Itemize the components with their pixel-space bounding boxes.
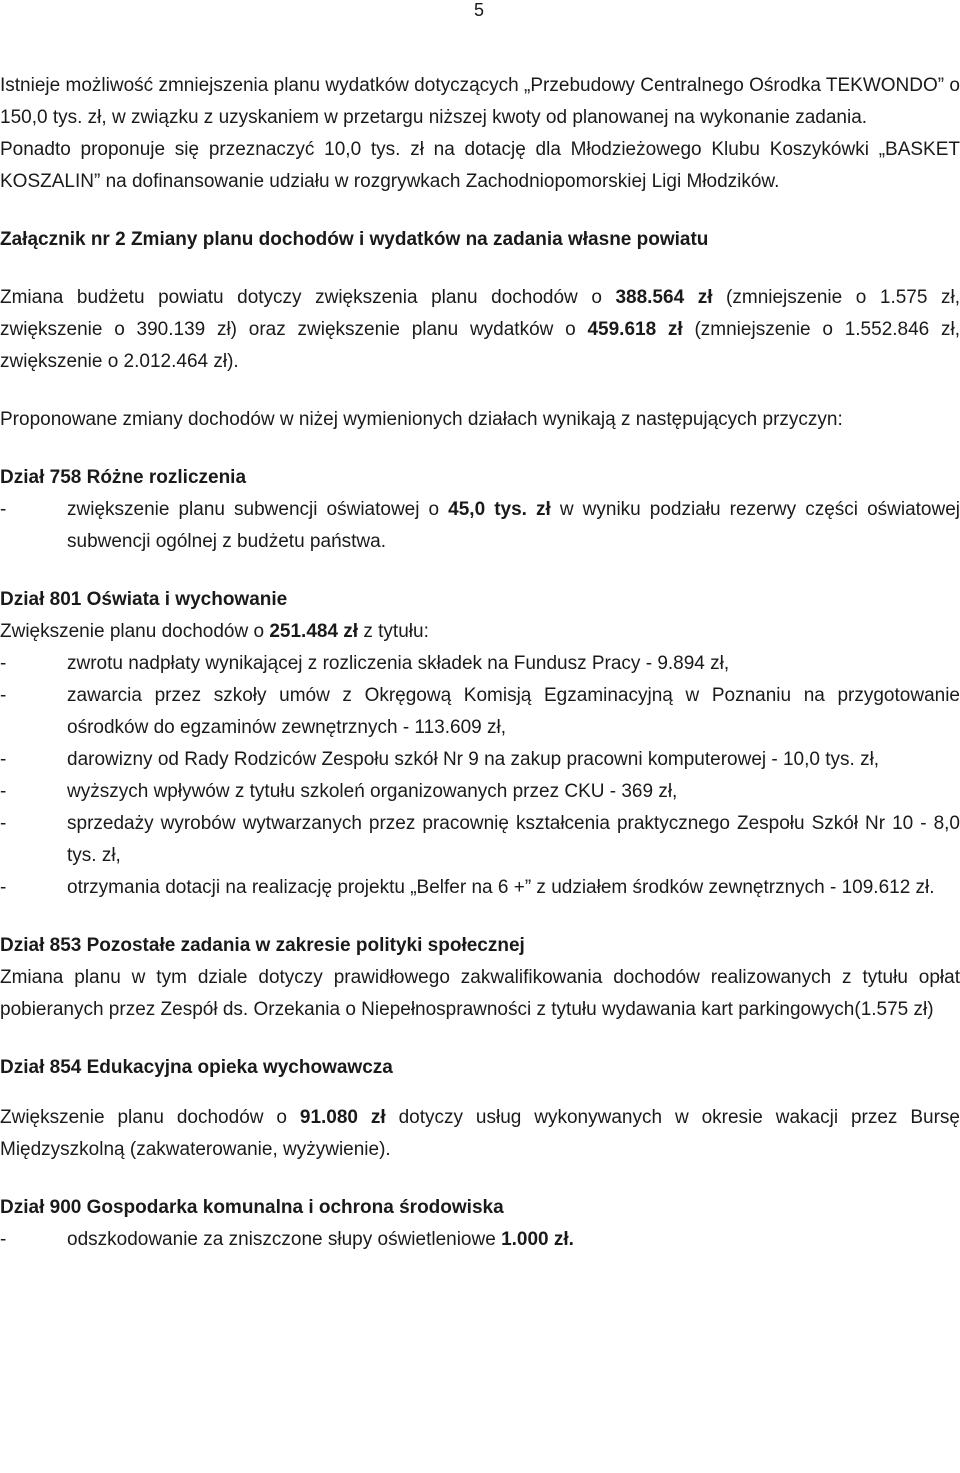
list-item: - zwiększenie planu subwencji oświatowej o 45,0 tys. zł w wyniku podziału rezerwy części oświatowej subwencji ogólnej z budżetu państwa. [0, 494, 960, 558]
budget-summary: Zmiana budżetu powiatu dotyczy zwiększenia planu dochodów o 388.564 zł (zmniejszenie o 1.575 zł, zwiększenie o 390.139 zł) oraz zwiększenie planu wydatków o 459.618 zł (zmniejszenie o 1.552.846 zł, zwiększenie o 2.012.464 zł). [0, 287, 960, 372]
intro-paragraph-1: Istnieje możliwość zmniejszenia planu wydatków dotyczących „Przebudowy Centralnego Ośrodka TEKWONDO” o 150,0 tys. zł, w związku z uzyskaniem w przetargu niższej kwoty od planowanej na wykonanie zadania. [0, 75, 960, 128]
section-854-heading: Dział 854 Edukacyjna opieka wychowawcza [0, 1057, 393, 1078]
list-item: - zawarcia przez szkoły umów z Okręgową Komisją Egzaminacyjną w Poznaniu na przygotowanie ośrodków do egzaminów zewnętrznych - 113.609 zł, [0, 680, 960, 744]
section-853-heading: Dział 853 Pozostałe zadania w zakresie polityki społecznej [0, 935, 525, 956]
section-853-body: Zmiana planu w tym dziale dotyczy prawidłowego zakwalifikowania dochodów realizowanych z tytułu opłat pobieranych przez Zespół ds. Orzekania o Niepełnosprawności z tytułu wydawania kart parkingowych(1.575 zł) [0, 967, 960, 1020]
list-item: - darowizny od Rady Rodziców Zespołu szkół Nr 9 na zakup pracowni komputerowej - 10,0 tys. zł, [0, 744, 960, 776]
intro-paragraph-2: Ponadto proponuje się przeznaczyć 10,0 tys. zł na dotację dla Młodzieżowego Klubu Koszykówki „BASKET KOSZALIN” na dofinansowanie udziału w rozgrywkach Zachodniopomorskiej Ligi Młodzików. [0, 139, 960, 192]
section-758-heading: Dział 758 Różne rozliczenia [0, 467, 247, 488]
list-item: - sprzedaży wyrobów wytwarzanych przez pracownię kształcenia praktycznego Zespołu Szkół Nr 10 - 8,0 tys. zł, [0, 808, 960, 872]
section-758-list [0, 494, 960, 558]
list-item: - zwrotu nadpłaty wynikającej z rozliczenia składek na Fundusz Pracy - 9.894 zł, [0, 648, 960, 680]
section-801-list [0, 648, 960, 904]
list-item: - odszkodowanie za zniszczone słupy oświetleniowe 1.000 zł. [0, 1224, 960, 1256]
reasons-intro: Proponowane zmiany dochodów w niżej wymienionych działach wynikają z następujących przyczyn: [0, 409, 843, 430]
list-item: - wyższych wpływów z tytułu szkoleń organizowanych przez CKU - 369 zł, [0, 776, 960, 808]
document-body [0, 70, 960, 1256]
list-item: - otrzymania dotacji na realizację projektu „Belfer na 6 +” z udziałem środków zewnętrznych - 109.612 zł. [0, 872, 960, 904]
attachment-heading: Załącznik nr 2 Zmiany planu dochodów i wydatków na zadania własne powiatu [0, 229, 709, 250]
page-number: 5 [474, 0, 485, 20]
section-900-list [0, 1224, 960, 1256]
section-801-heading: Dział 801 Oświata i wychowanie [0, 589, 288, 610]
section-854-body: Zwiększenie planu dochodów o 91.080 zł dotyczy usług wykonywanych w okresie wakacji przez Bursę Międzyszkolną (zakwaterowanie, wyżywienie). [0, 1107, 960, 1160]
section-801-lead: Zwiększenie planu dochodów o 251.484 zł z tytułu: [0, 621, 429, 642]
section-900-heading: Dział 900 Gospodarka komunalna i ochrona środowiska [0, 1197, 504, 1218]
